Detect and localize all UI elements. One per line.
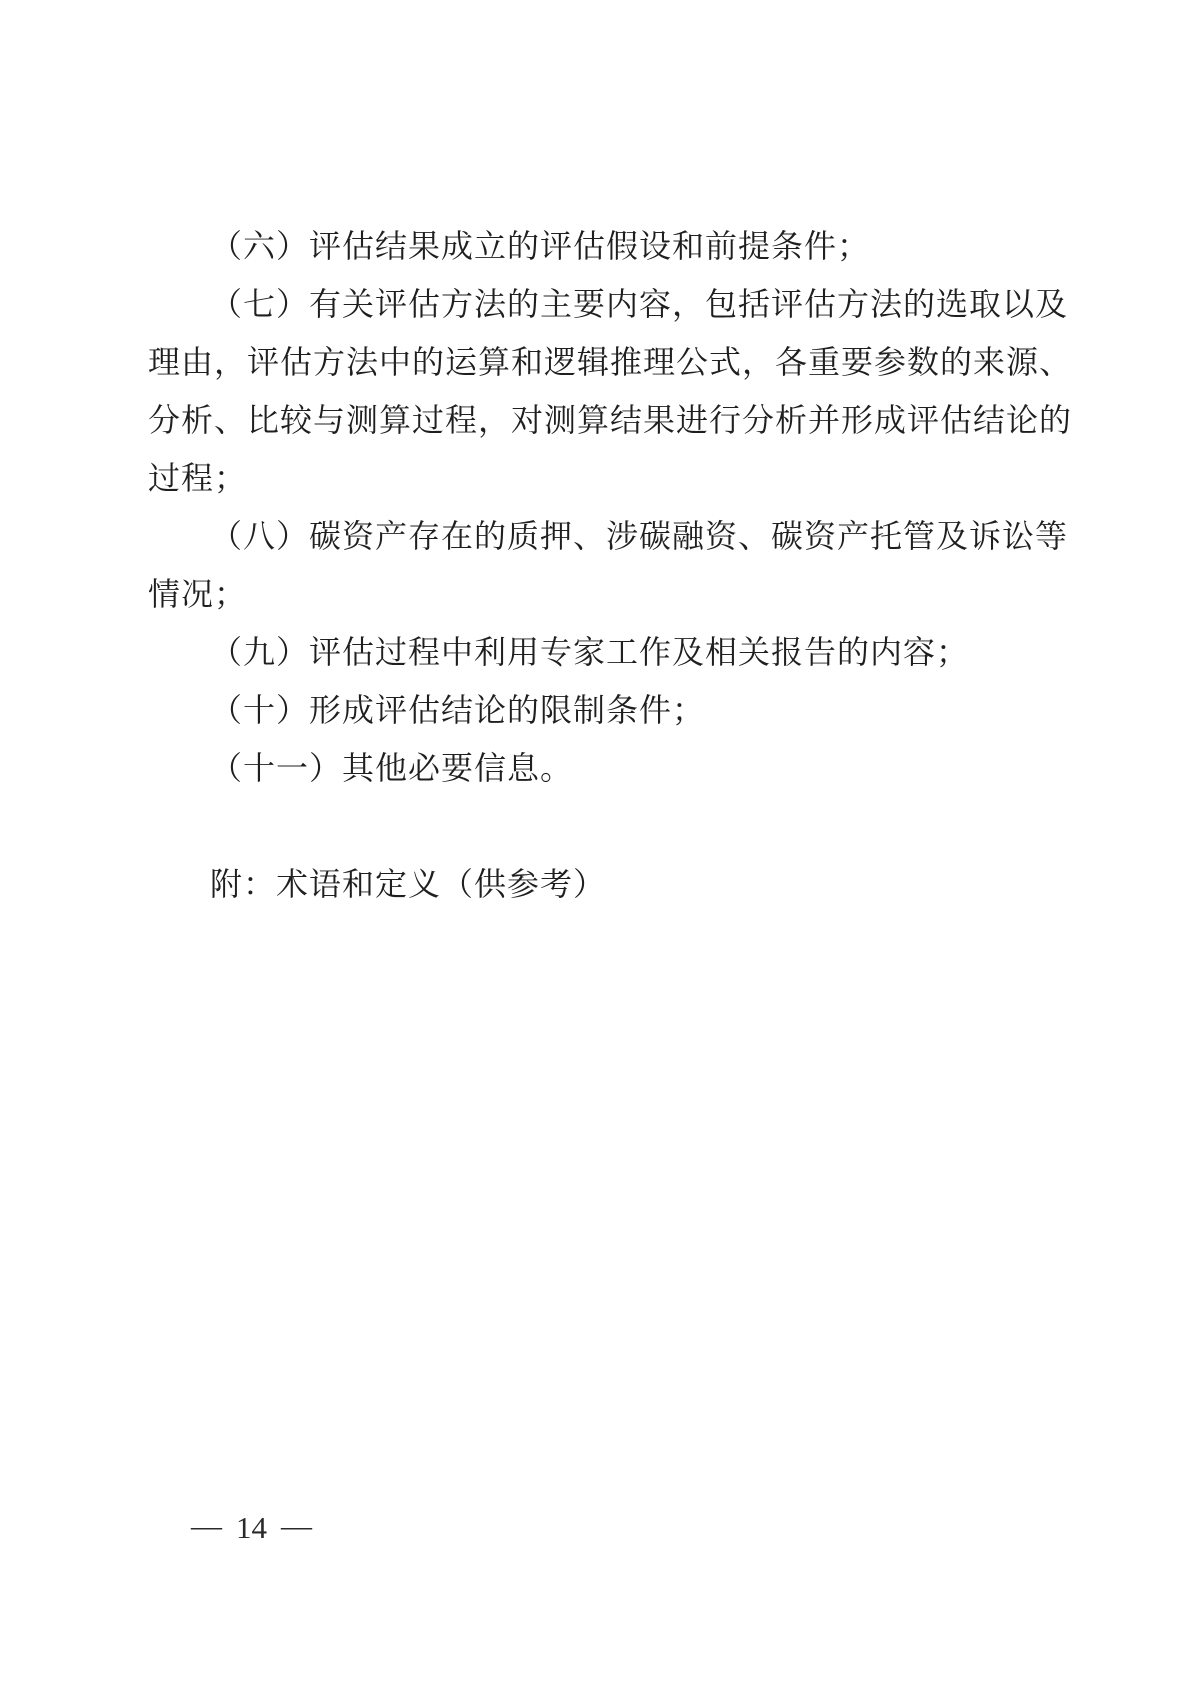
footer-page-number: 14 <box>236 1510 267 1545</box>
clause-6-line: （六）评估结果成立的评估假设和前提条件； <box>210 228 871 264</box>
attachment-note-line: 附：术语和定义（供参考） <box>210 866 607 902</box>
clause-7-line-1: （七）有关评估方法的主要内容，包括评估方法的选取以及 <box>210 286 1069 322</box>
clause-11-line: （十一）其他必要信息。 <box>210 750 574 786</box>
footer-left-dash: — <box>191 1508 222 1543</box>
document-body <box>148 217 1073 913</box>
clause-7-line-3: 分析、比较与测算过程，对测算结果进行分析并形成评估结论的 <box>148 402 1073 438</box>
page-footer <box>191 1510 312 1546</box>
clause-8-line-2: 情况； <box>148 576 248 612</box>
clause-7-line-4: 过程； <box>148 460 248 496</box>
clause-7-line-2: 理由，评估方法中的运算和逻辑推理公式，各重要参数的来源、 <box>148 344 1073 380</box>
blank-line <box>148 797 1068 855</box>
clause-9-line: （九）评估过程中利用专家工作及相关报告的内容； <box>210 634 970 670</box>
clause-8-line-1: （八）碳资产存在的质押、涉碳融资、碳资产托管及诉讼等 <box>210 518 1069 554</box>
footer-right-dash: — <box>281 1508 312 1543</box>
clause-10-line: （十）形成评估结论的限制条件； <box>210 692 706 728</box>
